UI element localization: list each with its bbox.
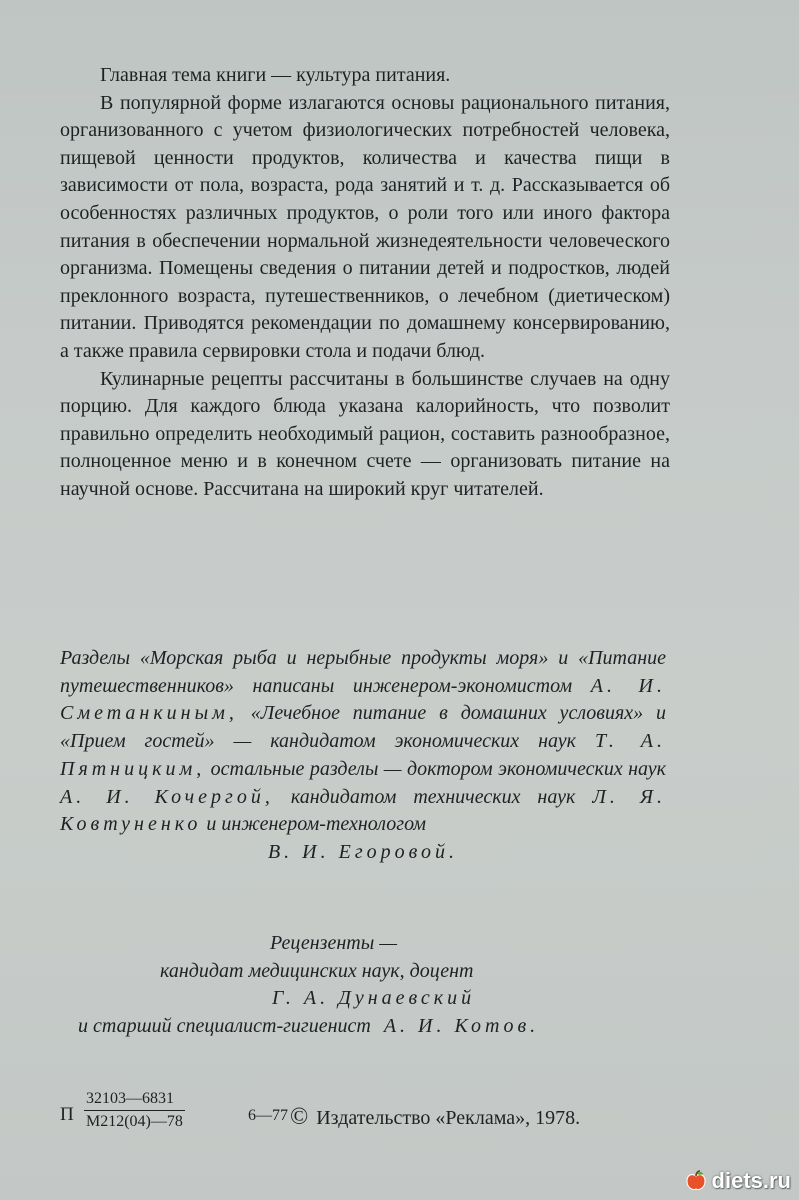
reviewer-1-name: Г. А. Дунаевский xyxy=(272,987,476,1009)
reviewer-2-line xyxy=(60,1013,666,1041)
apple-icon xyxy=(684,1169,708,1193)
imprint-code-tail: 6—77 xyxy=(248,1107,288,1124)
credits-text-4: кандидатом технических наук xyxy=(290,785,576,808)
reviewer-2-name: А. И. Котов. xyxy=(383,1014,540,1037)
credits-author-pyatnitsky: Т. А. Пятницким, xyxy=(60,730,667,780)
reviewer-1-title: кандидат медицинских наук, доцент xyxy=(160,959,474,982)
site-watermark xyxy=(684,1168,791,1194)
annotation-paragraph-2: В популярной форме излагаются основы рационального питания, организованного с учетом физиологических потребностей человека, пищевой ценности продуктов, количества и качества пищи в зависимости от пола, возраста, рода занятий и т. д. Рассказывается об особенностях различных продуктов, о роли того или иного фактора питания в обеспечении нормальной жизнедеятельности человеческого организма. Помещены сведения о питании детей и подростков, людей преклонного возраста, путешественников, о лечебном (диетическом) питании. Приводятся рекомендации по домашнему консервированию, а также правила сервировки стола и подачи блюд. xyxy=(60,91,670,362)
imprint-numerator: 32103—6831 xyxy=(84,1089,185,1111)
reviewer-2-title: и старший специалист-гигиенист xyxy=(78,1014,371,1037)
annotation-paragraph-3: Кулинарные рецепты рассчитаны в большинстве случаев на одну порцию. Для каждого блюда указана калорийность, что позволит правильно определить необходимый рацион, составить разнообразное, полноценное меню и в конечном счете — организовать питание на научной основе. Рассчитана на широкий круг читателей. xyxy=(60,367,670,500)
credits-text-1: Разделы «Морская рыба и нерыбные продукты моря» и «Питание путешественников» написаны инженером-экономистом xyxy=(60,647,666,697)
authors-credits xyxy=(60,645,666,867)
annotation-block xyxy=(60,62,670,504)
imprint-code-fraction xyxy=(84,1089,185,1132)
credits-author-kovtunenko: Л. Я. Ковтуненко xyxy=(60,785,667,836)
annotation-paragraph-1: Главная тема книги — культура питания. xyxy=(100,64,451,86)
credits-text-2: «Лечебное питание в домашних условиях» и «Прием гостей» — кандидатом экономических наук xyxy=(60,702,666,753)
reviewers-block xyxy=(60,930,666,1040)
credits-text-3: остальные разделы — доктором экономических наук xyxy=(210,757,667,780)
publisher-line xyxy=(290,1104,580,1131)
credits-author-kocherga: А. И. Кочергой, xyxy=(60,785,274,808)
imprint-line xyxy=(60,1087,680,1147)
imprint-index-letter: П xyxy=(60,1104,74,1125)
watermark-text: diets.ru xyxy=(711,1168,791,1193)
credits-author-smetankin: А. И. Сметанкиным, xyxy=(60,674,666,725)
copyright-icon: © xyxy=(290,1104,309,1130)
publisher-text: Издательство «Реклама», 1978. xyxy=(316,1107,581,1129)
credits-author-egorova: В. И. Егоровой. xyxy=(267,840,459,863)
credits-text-5: и инженером-технологом xyxy=(206,813,427,836)
reviewers-heading: Рецензенты — xyxy=(270,932,398,954)
imprint-denominator: М212(04)—78 xyxy=(86,1113,183,1130)
